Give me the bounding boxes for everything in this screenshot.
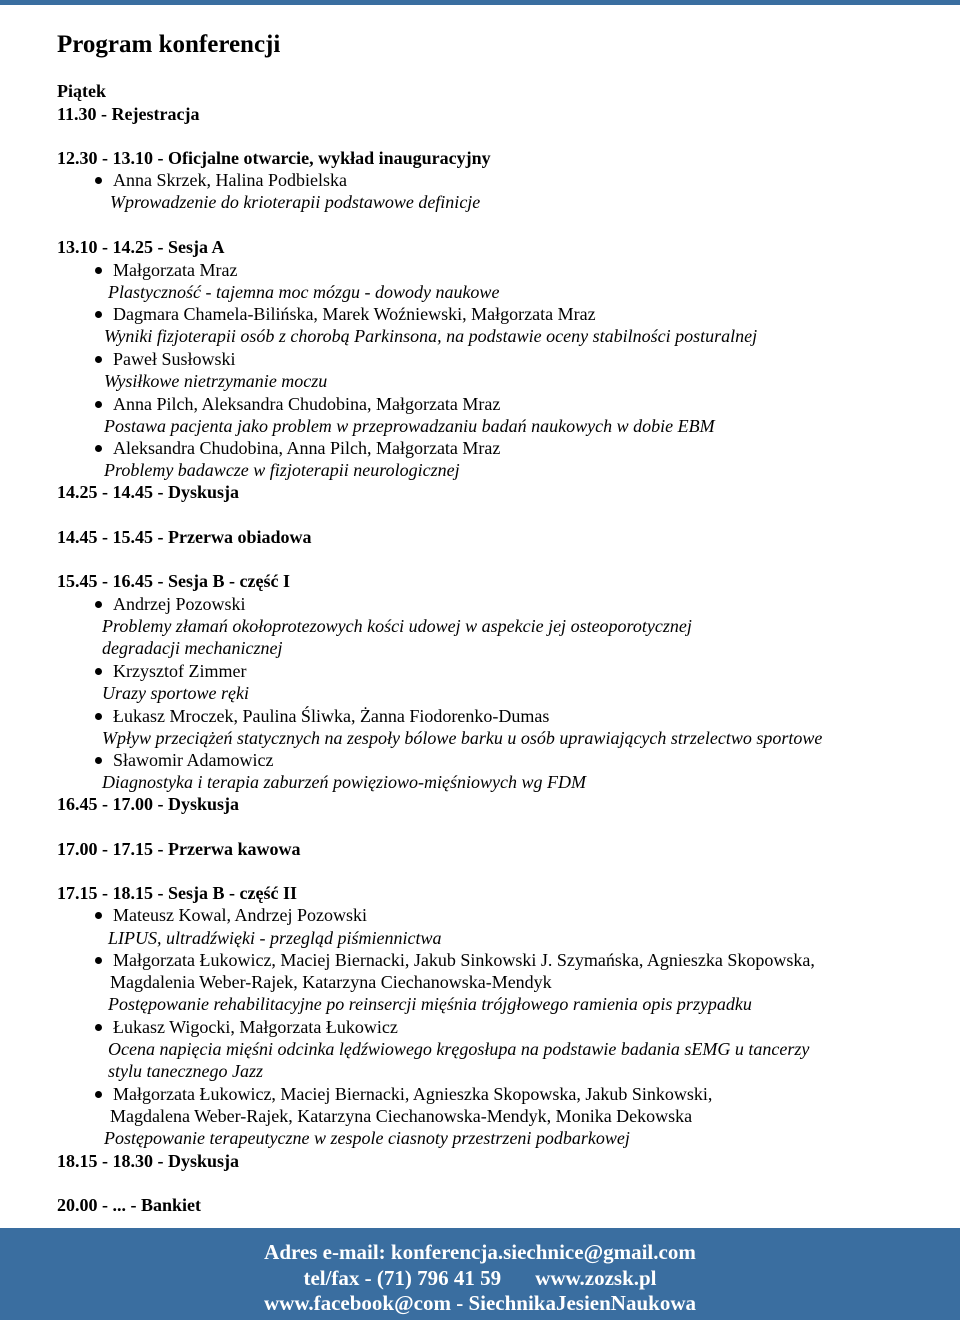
- session-heading: 12.30 - 13.10 - Oficjalne otwarcie, wykład inauguracyjny: [57, 148, 491, 168]
- speaker-names: Mateusz Kowal, Andrzej Pozowski: [113, 905, 367, 925]
- talk-title: stylu tanecznego Jazz: [108, 1061, 263, 1081]
- speaker-names: Anna Pilch, Aleksandra Chudobina, Małgorzata Mraz: [113, 394, 501, 414]
- talk-title: Wysiłkowe nietrzymanie moczu: [104, 371, 328, 391]
- bullet-icon: [95, 713, 102, 720]
- speaker-names: Łukasz Wigocki, Małgorzata Łukowicz: [113, 1017, 398, 1037]
- speaker-names: Małgorzata Łukowicz, Maciej Biernacki, Agnieszka Skopowska, Jakub Sinkowski,: [113, 1084, 713, 1104]
- talk-title: degradacji mechanicznej: [102, 638, 283, 658]
- speaker-names: Aleksandra Chudobina, Anna Pilch, Małgorzata Mraz: [113, 438, 501, 458]
- session-heading: 17.15 - 18.15 - Sesja B - część II: [57, 883, 297, 903]
- talk-title: LIPUS, ultradźwięki - przegląd piśmiennictwa: [108, 928, 442, 948]
- bullet-icon: [95, 601, 102, 608]
- session-heading: 20.00 - ... - Bankiet: [57, 1195, 201, 1215]
- bullet-icon: [95, 1024, 102, 1031]
- footer-phone: tel/fax - (71) 796 41 59: [303, 1266, 502, 1290]
- speaker-names-continued: Magdalenia Weber-Rajek, Katarzyna Ciechanowska-Mendyk: [110, 972, 552, 992]
- bullet-icon: [95, 177, 102, 184]
- speaker-names: Dagmara Chamela-Bilińska, Marek Woźniewski, Małgorzata Mraz: [113, 304, 596, 324]
- bullet-icon: [95, 957, 102, 964]
- bullet-icon: [95, 1091, 102, 1098]
- speaker-names: Łukasz Mroczek, Paulina Śliwka, Żanna Fiodorenko-Dumas: [113, 706, 550, 726]
- talk-title: Plastyczność - tajemna moc mózgu - dowody naukowe: [108, 282, 500, 302]
- speaker-names: Paweł Susłowski: [113, 349, 236, 369]
- bullet-icon: [95, 445, 102, 452]
- speaker-names: Anna Skrzek, Halina Podbielska: [113, 170, 347, 190]
- talk-title: Postępowanie rehabilitacyjne po reinsercji mięśnia trójgłowego ramienia opis przypadku: [108, 994, 752, 1014]
- speaker-names: Sławomir Adamowicz: [113, 750, 274, 770]
- bullet-icon: [95, 267, 102, 274]
- talk-title: Urazy sportowe ręki: [102, 683, 249, 703]
- footer-email: Adres e-mail: konferencja.siechnice@gmail.com: [264, 1240, 696, 1264]
- session-heading: 16.45 - 17.00 - Dyskusja: [57, 794, 240, 814]
- top-accent-bar: [0, 0, 960, 5]
- day-heading: Piątek: [57, 81, 106, 101]
- speaker-names-continued: Magdalena Weber-Rajek, Katarzyna Ciechanowska-Mendyk, Monika Dekowska: [110, 1106, 693, 1126]
- speaker-names: Małgorzata Łukowicz, Maciej Biernacki, Jakub Sinkowski J. Szymańska, Agnieszka Skopowska,: [113, 950, 815, 970]
- bullet-icon: [95, 311, 102, 318]
- bullet-icon: [95, 401, 102, 408]
- speaker-names: Andrzej Pozowski: [113, 594, 246, 614]
- talk-title: Ocena napięcia mięśni odcinka lędźwiowego kręgosłupa na podstawie badania sEMG u tancerzy: [108, 1039, 810, 1059]
- footer-contact: [0, 1266, 960, 1290]
- session-heading: 13.10 - 14.25 - Sesja A: [57, 237, 225, 257]
- bullet-icon: [95, 912, 102, 919]
- talk-title: Postawa pacjenta jako problem w przeprowadzaniu badań naukowych w dobie EBM: [104, 416, 715, 436]
- speaker-names: Krzysztof Zimmer: [113, 661, 247, 681]
- session-heading: 14.25 - 14.45 - Dyskusja: [57, 482, 240, 502]
- session-heading: 14.45 - 15.45 - Przerwa obiadowa: [57, 527, 312, 547]
- bullet-icon: [95, 356, 102, 363]
- bullet-icon: [95, 668, 102, 675]
- footer: [0, 1228, 960, 1320]
- talk-title: Wprowadzenie do krioterapii podstawowe definicje: [110, 192, 481, 212]
- bullet-icon: [95, 757, 102, 764]
- footer-facebook: www.facebook@com - SiechnikaJesienNaukowa: [264, 1291, 696, 1315]
- talk-title: Wyniki fizjoterapii osób z chorobą Parkinsona, na podstawie oceny stabilności posturalnej: [104, 326, 758, 346]
- talk-title: Postępowanie terapeutyczne w zespole ciasnoty przestrzeni podbarkowej: [104, 1128, 630, 1148]
- talk-title: Problemy badawcze w fizjoterapii neurologicznej: [104, 460, 460, 480]
- footer-website: www.zozsk.pl: [535, 1266, 657, 1290]
- session-heading: 11.30 - Rejestracja: [57, 104, 200, 124]
- talk-title: Wpływ przeciążeń statycznych na zespoły bólowe barku u osób uprawiających strzelectwo sportowe: [102, 728, 823, 748]
- speaker-names: Małgorzata Mraz: [113, 260, 238, 280]
- session-heading: 17.00 - 17.15 - Przerwa kawowa: [57, 839, 301, 859]
- session-heading: 15.45 - 16.45 - Sesja B - część I: [57, 571, 290, 591]
- session-heading: 18.15 - 18.30 - Dyskusja: [57, 1151, 240, 1171]
- talk-title: Diagnostyka i terapia zaburzeń powięziowo-mięśniowych wg FDM: [102, 772, 586, 792]
- talk-title: Problemy złamań okołoprotezowych kości udowej w aspekcie jej osteoporotycznej: [102, 616, 692, 636]
- page-title: Program konferencji: [57, 31, 281, 58]
